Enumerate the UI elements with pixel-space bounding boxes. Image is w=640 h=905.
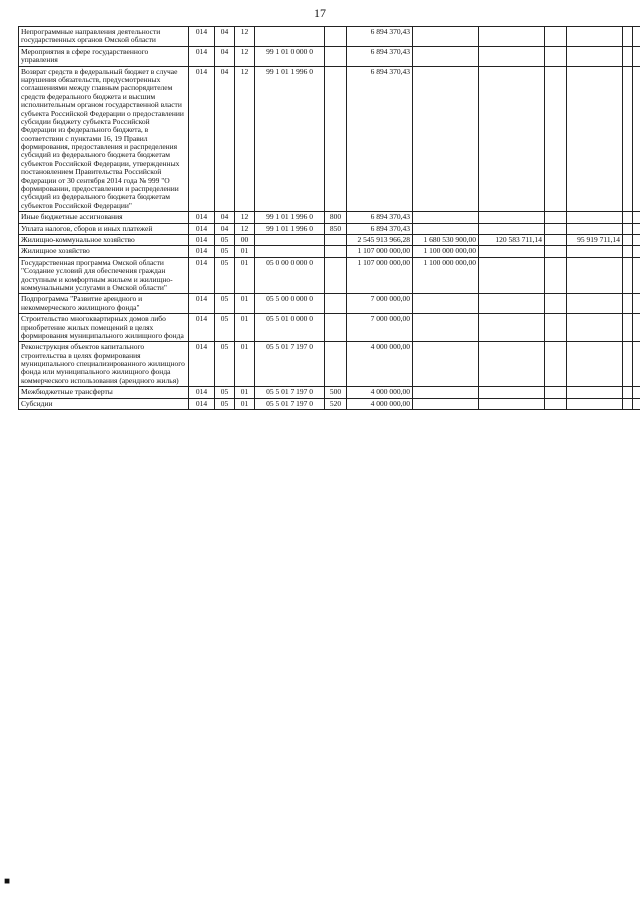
amount-col-1-cell (413, 294, 479, 314)
subsection-cell: 01 (235, 314, 255, 342)
amount-col-1-cell (413, 314, 479, 342)
amount-col-5-cell (623, 398, 633, 409)
amount-col-6-cell (633, 246, 640, 257)
row-name-cell: Межбюджетные трансферты (19, 387, 189, 398)
admin-code-cell: 014 (189, 246, 215, 257)
amount-col-4-cell (567, 223, 623, 234)
amount-col-3-cell (545, 223, 567, 234)
total-amount-cell: 4 000 000,00 (347, 398, 413, 409)
table-row (19, 257, 640, 294)
amount-col-2-cell: 120 583 711,14 (479, 234, 545, 245)
target-article-cell: 05 5 01 7 197 0 (255, 398, 325, 409)
amount-col-3-cell (545, 46, 567, 66)
amount-col-6-cell (633, 314, 640, 342)
target-article-cell: 99 1 01 1 996 0 (255, 212, 325, 223)
table-row (19, 27, 640, 47)
total-amount-cell: 6 894 370,43 (347, 66, 413, 212)
row-name-cell: Иные бюджетные ассигнования (19, 212, 189, 223)
expense-type-cell (325, 342, 347, 387)
section-cell: 04 (215, 46, 235, 66)
admin-code-cell: 014 (189, 46, 215, 66)
subsection-cell: 12 (235, 212, 255, 223)
total-amount-cell: 6 894 370,43 (347, 27, 413, 47)
amount-col-1-cell (413, 66, 479, 212)
target-article-cell: 99 1 01 1 996 0 (255, 223, 325, 234)
table-row (19, 387, 640, 398)
amount-col-3-cell (545, 246, 567, 257)
subsection-cell: 01 (235, 246, 255, 257)
expense-type-cell: 520 (325, 398, 347, 409)
amount-col-5-cell (623, 314, 633, 342)
amount-col-2-cell (479, 246, 545, 257)
section-cell: 04 (215, 66, 235, 212)
amount-col-1-cell: 1 680 530 900,00 (413, 234, 479, 245)
amount-col-3-cell (545, 387, 567, 398)
expense-type-cell: 500 (325, 387, 347, 398)
amount-col-6-cell (633, 234, 640, 245)
section-cell: 05 (215, 387, 235, 398)
amount-col-6-cell (633, 398, 640, 409)
row-name-cell: Реконструкция объектов капитального строительства в целях формирования муниципального специализированного жилищного фонда или муниципального жилищного фонда коммерческого использования (арендного жилья) (19, 342, 189, 387)
subsection-cell: 01 (235, 398, 255, 409)
amount-col-1-cell (413, 387, 479, 398)
amount-col-4-cell (567, 387, 623, 398)
target-article-cell (255, 234, 325, 245)
target-article-cell: 05 0 00 0 000 0 (255, 257, 325, 294)
row-name-cell: Строительство многоквартирных домов либо приобретение жилых помещений в целях формирования муниципального жилищного фонда (19, 314, 189, 342)
amount-col-3-cell (545, 27, 567, 47)
amount-col-4-cell (567, 66, 623, 212)
subsection-cell: 12 (235, 223, 255, 234)
table-row (19, 66, 640, 212)
amount-col-1-cell: 1 100 000 000,00 (413, 246, 479, 257)
amount-col-6-cell (633, 46, 640, 66)
expense-type-cell: 800 (325, 212, 347, 223)
target-article-cell: 05 5 00 0 000 0 (255, 294, 325, 314)
amount-col-4-cell: 95 919 711,14 (567, 234, 623, 245)
table-body (19, 27, 640, 410)
target-article-cell: 05 5 01 0 000 0 (255, 314, 325, 342)
admin-code-cell: 014 (189, 234, 215, 245)
amount-col-1-cell (413, 212, 479, 223)
amount-col-2-cell (479, 257, 545, 294)
amount-col-3-cell (545, 212, 567, 223)
amount-col-3-cell (545, 342, 567, 387)
section-cell: 04 (215, 223, 235, 234)
amount-col-2-cell (479, 223, 545, 234)
section-cell: 04 (215, 212, 235, 223)
table-row (19, 342, 640, 387)
amount-col-4-cell (567, 27, 623, 47)
expense-type-cell (325, 46, 347, 66)
amount-col-6-cell (633, 387, 640, 398)
total-amount-cell: 1 107 000 000,00 (347, 257, 413, 294)
table-row (19, 294, 640, 314)
section-cell: 05 (215, 246, 235, 257)
row-name-cell: Возврат средств в федеральный бюджет в случае нарушения обязательств, предусмотренных соглашениями между главным распорядителем средств федерального бюджета и высшим исполнительным органом государственной власти субъекта Российской Федерации о предоставлении субсидии бюджету субъекта Российской Федерации из федерального бюджета, в соответствии с пунктами 16, 19 Правил формирования, предоставления и распределения субсидий из федерального бюджета бюджетам субъектов Российской Федерации, утвержденных постановлением Правительства Российской Федерации от 30 сентября 2014 года № 999 "О формировании, предоставлении и распределении субсидий из федерального бюджета бюджетам субъектов Российской Федерации" (19, 66, 189, 212)
amount-col-5-cell (623, 212, 633, 223)
amount-col-4-cell (567, 246, 623, 257)
amount-col-1-cell (413, 342, 479, 387)
amount-col-6-cell (633, 342, 640, 387)
amount-col-1-cell (413, 46, 479, 66)
amount-col-2-cell (479, 46, 545, 66)
total-amount-cell: 7 000 000,00 (347, 294, 413, 314)
subsection-cell: 12 (235, 27, 255, 47)
subsection-cell: 01 (235, 342, 255, 387)
amount-col-6-cell (633, 212, 640, 223)
admin-code-cell: 014 (189, 387, 215, 398)
amount-col-6-cell (633, 66, 640, 212)
amount-col-3-cell (545, 234, 567, 245)
amount-col-6-cell (633, 27, 640, 47)
subsection-cell: 01 (235, 294, 255, 314)
admin-code-cell: 014 (189, 398, 215, 409)
row-name-cell: Мероприятия в сфере государственного управления (19, 46, 189, 66)
target-article-cell (255, 27, 325, 47)
row-name-cell: Государственная программа Омской области "Создание условий для обеспечения граждан доступным и комфортным жильем и жилищно-коммунальными услугами в Омской области" (19, 257, 189, 294)
subsection-cell: 00 (235, 234, 255, 245)
total-amount-cell: 7 000 000,00 (347, 314, 413, 342)
amount-col-4-cell (567, 314, 623, 342)
row-name-cell: Подпрограмма "Развитие арендного и некоммерческого жилищного фонда" (19, 294, 189, 314)
target-article-cell (255, 246, 325, 257)
table-row (19, 46, 640, 66)
amount-col-4-cell (567, 398, 623, 409)
expense-type-cell (325, 314, 347, 342)
admin-code-cell: 014 (189, 223, 215, 234)
amount-col-3-cell (545, 257, 567, 294)
amount-col-5-cell (623, 46, 633, 66)
expense-type-cell (325, 257, 347, 294)
section-cell: 05 (215, 234, 235, 245)
amount-col-3-cell (545, 66, 567, 212)
expense-type-cell (325, 294, 347, 314)
table-row (19, 314, 640, 342)
amount-col-1-cell: 1 100 000 000,00 (413, 257, 479, 294)
amount-col-4-cell (567, 46, 623, 66)
amount-col-3-cell (545, 314, 567, 342)
amount-col-3-cell (545, 294, 567, 314)
total-amount-cell: 4 000 000,00 (347, 387, 413, 398)
table-row (19, 223, 640, 234)
section-cell: 04 (215, 27, 235, 47)
amount-col-2-cell (479, 294, 545, 314)
amount-col-2-cell (479, 27, 545, 47)
amount-col-6-cell (633, 294, 640, 314)
admin-code-cell: 014 (189, 294, 215, 314)
admin-code-cell: 014 (189, 314, 215, 342)
expense-type-cell (325, 234, 347, 245)
amount-col-3-cell (545, 398, 567, 409)
amount-col-4-cell (567, 257, 623, 294)
amount-col-6-cell (633, 257, 640, 294)
amount-col-4-cell (567, 342, 623, 387)
amount-col-2-cell (479, 212, 545, 223)
amount-col-5-cell (623, 294, 633, 314)
total-amount-cell: 6 894 370,43 (347, 223, 413, 234)
target-article-cell: 05 5 01 7 197 0 (255, 342, 325, 387)
table-row (19, 234, 640, 245)
amount-col-5-cell (623, 223, 633, 234)
expense-type-cell: 850 (325, 223, 347, 234)
total-amount-cell: 6 894 370,43 (347, 212, 413, 223)
section-cell: 05 (215, 314, 235, 342)
amount-col-2-cell (479, 314, 545, 342)
subsection-cell: 12 (235, 46, 255, 66)
row-name-cell: Жилищно-коммунальное хозяйство (19, 234, 189, 245)
amount-col-5-cell (623, 257, 633, 294)
admin-code-cell: 014 (189, 66, 215, 212)
amount-col-2-cell (479, 387, 545, 398)
row-name-cell: Субсидии (19, 398, 189, 409)
row-name-cell: Непрограммные направления деятельности государственных органов Омской области (19, 27, 189, 47)
admin-code-cell: 014 (189, 342, 215, 387)
target-article-cell: 99 1 01 1 996 0 (255, 66, 325, 212)
table-row (19, 212, 640, 223)
scan-mark: ■ (4, 876, 11, 887)
amount-col-6-cell (633, 223, 640, 234)
amount-col-1-cell (413, 223, 479, 234)
amount-col-5-cell (623, 234, 633, 245)
target-article-cell: 05 5 01 7 197 0 (255, 387, 325, 398)
admin-code-cell: 014 (189, 257, 215, 294)
row-name-cell: Уплата налогов, сборов и иных платежей (19, 223, 189, 234)
amount-col-5-cell (623, 27, 633, 47)
row-name-cell: Жилищное хозяйство (19, 246, 189, 257)
section-cell: 05 (215, 294, 235, 314)
budget-table (18, 26, 640, 410)
amount-col-5-cell (623, 387, 633, 398)
section-cell: 05 (215, 342, 235, 387)
section-cell: 05 (215, 398, 235, 409)
total-amount-cell: 2 545 913 966,28 (347, 234, 413, 245)
total-amount-cell: 1 107 000 000,00 (347, 246, 413, 257)
amount-col-2-cell (479, 398, 545, 409)
table-row (19, 398, 640, 409)
page-number: 17 (314, 6, 326, 20)
amount-col-5-cell (623, 342, 633, 387)
expense-type-cell (325, 66, 347, 212)
subsection-cell: 01 (235, 387, 255, 398)
amount-col-4-cell (567, 212, 623, 223)
amount-col-1-cell (413, 398, 479, 409)
amount-col-5-cell (623, 246, 633, 257)
admin-code-cell: 014 (189, 27, 215, 47)
expense-type-cell (325, 246, 347, 257)
amount-col-4-cell (567, 294, 623, 314)
amount-col-2-cell (479, 342, 545, 387)
subsection-cell: 12 (235, 66, 255, 212)
total-amount-cell: 6 894 370,43 (347, 46, 413, 66)
total-amount-cell: 4 000 000,00 (347, 342, 413, 387)
admin-code-cell: 014 (189, 212, 215, 223)
amount-col-2-cell (479, 66, 545, 212)
amount-col-5-cell (623, 66, 633, 212)
expense-type-cell (325, 27, 347, 47)
target-article-cell: 99 1 01 0 000 0 (255, 46, 325, 66)
subsection-cell: 01 (235, 257, 255, 294)
section-cell: 05 (215, 257, 235, 294)
table-row (19, 246, 640, 257)
amount-col-1-cell (413, 27, 479, 47)
